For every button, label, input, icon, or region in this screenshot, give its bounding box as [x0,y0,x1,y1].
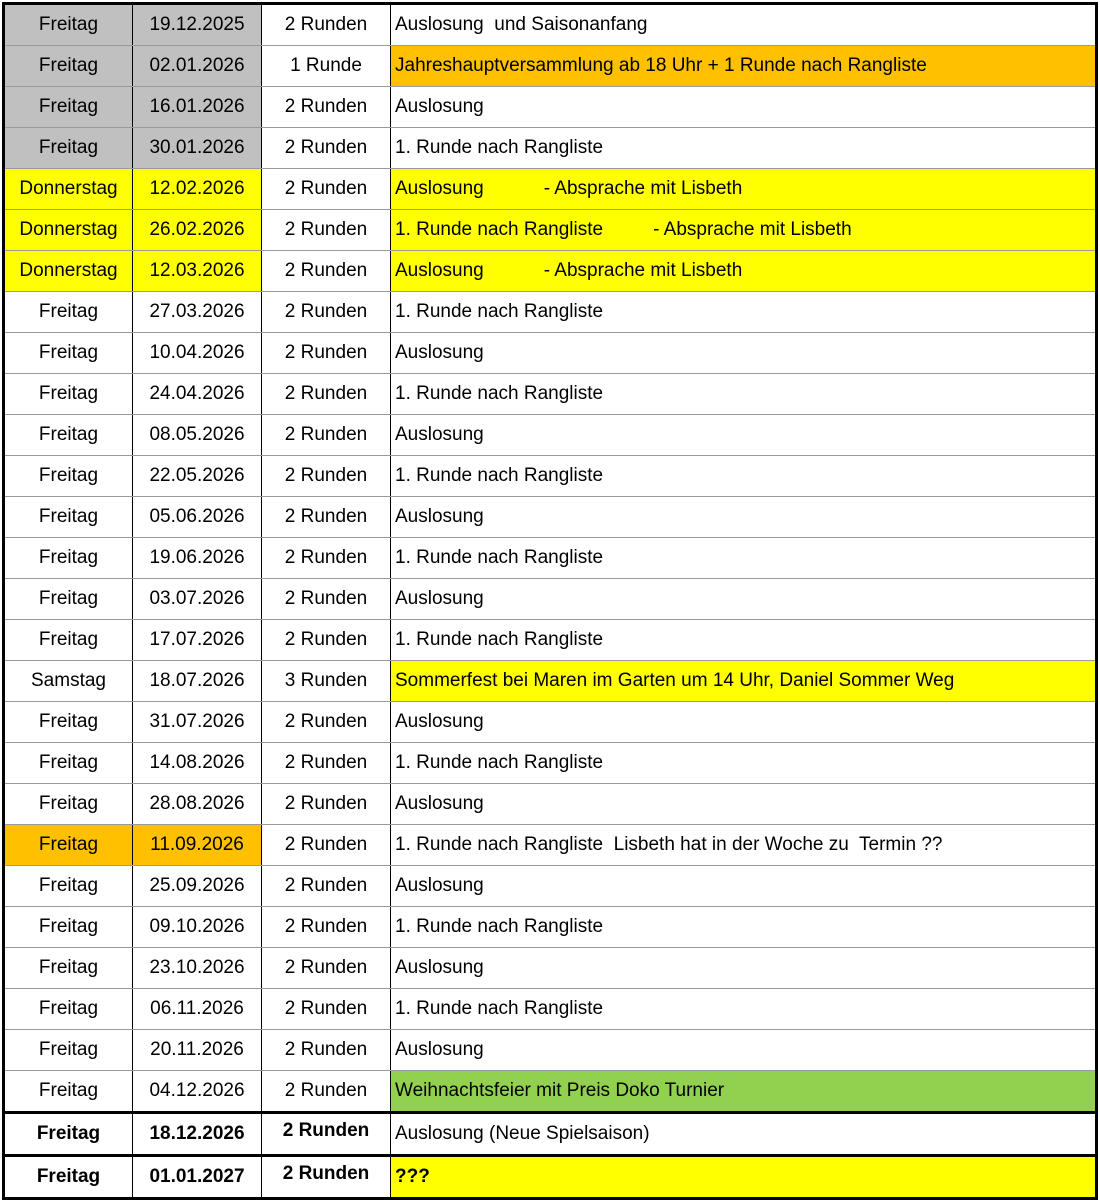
table-row [4,46,1097,87]
table-row [4,251,1097,292]
date-cell: 11.09.2026 [133,825,262,866]
note-cell: Auslosung [391,87,1097,128]
weekday-cell: Freitag [4,866,133,907]
note-cell: 1. Runde nach Rangliste [391,128,1097,169]
rounds-cell: 2 Runden [262,210,391,251]
note-addendum: - Absprache mit Lisbeth [653,219,852,240]
note-cell: Auslosung [391,415,1097,456]
date-cell: 12.03.2026 [133,251,262,292]
date-cell: 26.02.2026 [133,210,262,251]
weekday-cell: Donnerstag [4,210,133,251]
date-cell: 23.10.2026 [133,948,262,989]
weekday-cell: Freitag [4,579,133,620]
date-cell: 16.01.2026 [133,87,262,128]
table-row [4,989,1097,1030]
rounds-cell: 2 Runden [262,1071,391,1113]
note-cell: 1. Runde nach Rangliste [391,620,1097,661]
weekday-cell: Freitag [4,989,133,1030]
table-row [4,1113,1097,1156]
table-row [4,1030,1097,1071]
date-cell: 14.08.2026 [133,743,262,784]
rounds-cell: 2 Runden [262,251,391,292]
weekday-cell: Freitag [4,907,133,948]
weekday-cell: Freitag [4,620,133,661]
weekday-cell: Freitag [4,333,133,374]
weekday-cell: Freitag [4,784,133,825]
rounds-cell: 3 Runden [262,661,391,702]
date-cell: 03.07.2026 [133,579,262,620]
date-cell: 22.05.2026 [133,456,262,497]
table-row [4,620,1097,661]
table-row [4,210,1097,251]
weekday-cell: Freitag [4,702,133,743]
schedule-body [4,4,1097,1199]
note-cell: 1. Runde nach Rangliste [391,907,1097,948]
note-cell: 1. Runde nach Rangliste [391,538,1097,579]
date-cell: 17.07.2026 [133,620,262,661]
table-row [4,661,1097,702]
note-cell: Auslosung [391,866,1097,907]
weekday-cell: Freitag [4,1113,133,1156]
date-cell: 28.08.2026 [133,784,262,825]
rounds-cell: 2 Runden [262,1030,391,1071]
table-row [4,702,1097,743]
weekday-cell: Freitag [4,538,133,579]
table-row [4,907,1097,948]
rounds-cell: 2 Runden [262,415,391,456]
rounds-cell: 2 Runden [262,4,391,46]
rounds-cell: 2 Runden [262,948,391,989]
weekday-cell: Freitag [4,4,133,46]
note-cell: 1. Runde nach Rangliste [391,374,1097,415]
weekday-cell: Freitag [4,415,133,456]
date-cell: 31.07.2026 [133,702,262,743]
note-cell [391,169,1097,210]
rounds-cell: 2 Runden [262,292,391,333]
note-text: Auslosung [395,178,484,199]
note-cell: Weihnachtsfeier mit Preis Doko Turnier [391,1071,1097,1113]
rounds-cell: 2 Runden [262,538,391,579]
rounds-cell: 2 Runden [262,866,391,907]
table-row [4,333,1097,374]
rounds-cell: 2 Runden [262,169,391,210]
date-cell: 09.10.2026 [133,907,262,948]
date-cell: 18.12.2026 [133,1113,262,1156]
rounds-cell: 2 Runden [262,497,391,538]
rounds-cell: 2 Runden [262,702,391,743]
date-cell: 24.04.2026 [133,374,262,415]
date-cell: 19.12.2025 [133,4,262,46]
note-cell: Auslosung [391,702,1097,743]
note-cell: 1. Runde nach Rangliste [391,989,1097,1030]
note-cell: Auslosung (Neue Spielsaison) [391,1113,1097,1156]
weekday-cell: Donnerstag [4,251,133,292]
rounds-cell: 1 Runde [262,46,391,87]
note-cell: Auslosung [391,784,1097,825]
schedule-table [2,2,1098,1200]
note-cell: ??? [391,1156,1097,1199]
weekday-cell: Samstag [4,661,133,702]
weekday-cell: Freitag [4,87,133,128]
weekday-cell: Freitag [4,1156,133,1199]
table-row [4,743,1097,784]
date-cell: 25.09.2026 [133,866,262,907]
table-row [4,169,1097,210]
table-row [4,579,1097,620]
note-addendum: - Absprache mit Lisbeth [543,260,743,281]
date-cell: 30.01.2026 [133,128,262,169]
weekday-cell: Freitag [4,128,133,169]
date-cell: 04.12.2026 [133,1071,262,1113]
date-cell: 20.11.2026 [133,1030,262,1071]
table-row [4,538,1097,579]
rounds-cell: 2 Runden [262,374,391,415]
table-row [4,948,1097,989]
table-row [4,456,1097,497]
note-cell: 1. Runde nach Rangliste [391,292,1097,333]
rounds-cell: 2 Runden [262,1156,391,1199]
date-cell: 12.02.2026 [133,169,262,210]
note-cell: Auslosung [391,497,1097,538]
weekday-cell: Freitag [4,1071,133,1113]
weekday-cell: Freitag [4,825,133,866]
rounds-cell: 2 Runden [262,333,391,374]
date-cell: 10.04.2026 [133,333,262,374]
rounds-cell: 2 Runden [262,128,391,169]
weekday-cell: Freitag [4,374,133,415]
weekday-cell: Freitag [4,1030,133,1071]
note-cell: 1. Runde nach Rangliste [391,743,1097,784]
rounds-cell: 2 Runden [262,743,391,784]
date-cell: 18.07.2026 [133,661,262,702]
rounds-cell: 2 Runden [262,1113,391,1156]
rounds-cell: 2 Runden [262,579,391,620]
table-row [4,128,1097,169]
date-cell: 01.01.2027 [133,1156,262,1199]
date-cell: 05.06.2026 [133,497,262,538]
weekday-cell: Freitag [4,292,133,333]
date-cell: 08.05.2026 [133,415,262,456]
table-row [4,415,1097,456]
table-row [4,374,1097,415]
rounds-cell: 2 Runden [262,87,391,128]
weekday-cell: Freitag [4,456,133,497]
rounds-cell: 2 Runden [262,825,391,866]
note-cell: 1. Runde nach Rangliste [391,456,1097,497]
rounds-cell: 2 Runden [262,784,391,825]
note-cell: Jahreshauptversammlung ab 18 Uhr + 1 Runde nach Rangliste [391,46,1097,87]
table-row [4,1156,1097,1199]
table-row [4,1071,1097,1113]
note-text: Auslosung [395,260,484,281]
note-cell [391,210,1097,251]
table-row [4,292,1097,333]
note-addendum: - Absprache mit Lisbeth [543,178,743,199]
note-cell: Auslosung [391,1030,1097,1071]
note-cell: Auslosung und Saisonanfang [391,4,1097,46]
weekday-cell: Donnerstag [4,169,133,210]
table-row [4,497,1097,538]
note-cell: Auslosung [391,579,1097,620]
date-cell: 06.11.2026 [133,989,262,1030]
weekday-cell: Freitag [4,46,133,87]
weekday-cell: Freitag [4,743,133,784]
note-cell: 1. Runde nach Rangliste Lisbeth hat in der Woche zu Termin ?? [391,825,1097,866]
date-cell: 02.01.2026 [133,46,262,87]
table-row [4,825,1097,866]
note-text: 1. Runde nach Rangliste [395,219,604,240]
note-cell: Sommerfest bei Maren im Garten um 14 Uhr, Daniel Sommer Weg [391,661,1097,702]
rounds-cell: 2 Runden [262,907,391,948]
rounds-cell: 2 Runden [262,456,391,497]
table-row [4,784,1097,825]
note-cell: Auslosung [391,333,1097,374]
note-cell: Auslosung [391,948,1097,989]
date-cell: 27.03.2026 [133,292,262,333]
table-row [4,87,1097,128]
weekday-cell: Freitag [4,948,133,989]
table-row [4,866,1097,907]
weekday-cell: Freitag [4,497,133,538]
note-cell [391,251,1097,292]
rounds-cell: 2 Runden [262,989,391,1030]
table-row [4,4,1097,46]
rounds-cell: 2 Runden [262,620,391,661]
date-cell: 19.06.2026 [133,538,262,579]
